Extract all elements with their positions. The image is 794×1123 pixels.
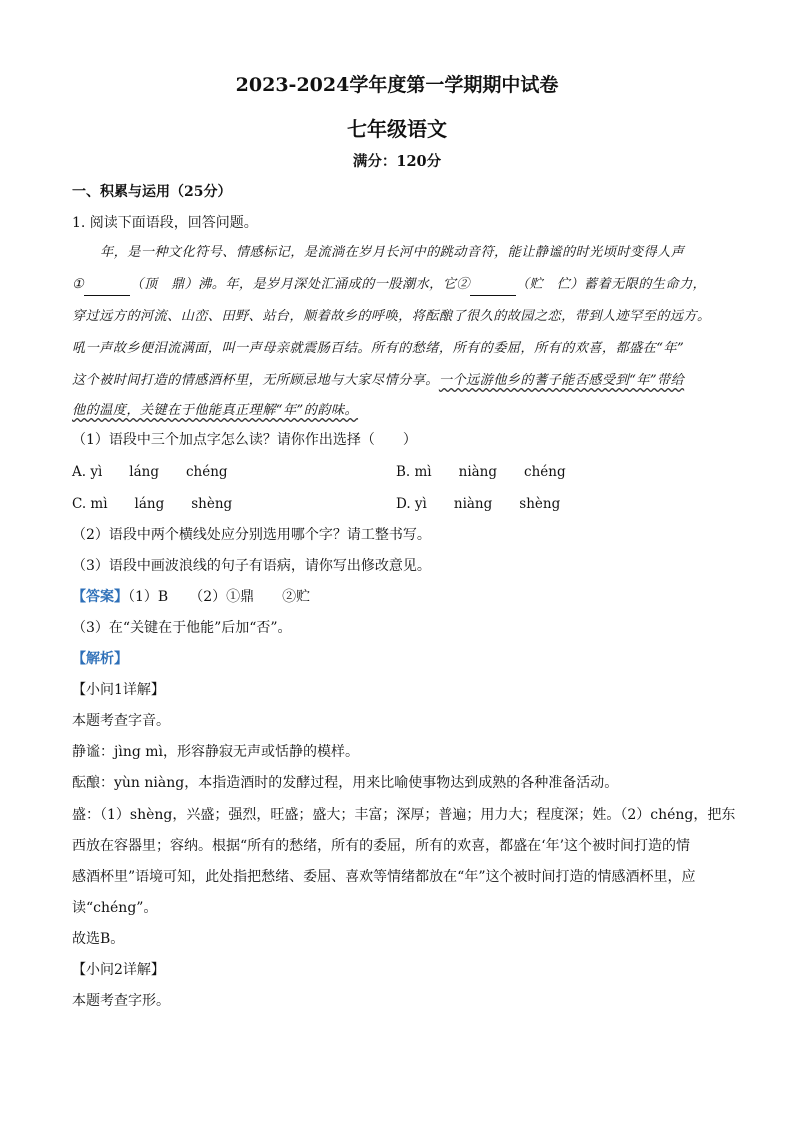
analysis-text-6: 感酒杯里”语境可知，此处指把愁绪、委屈、喜欢等情绪都放在“年”这个被时间打造的情感酒杯里，应 [72, 869, 696, 885]
exam-title: 2023-2024学年度第一学期期中试卷 [235, 74, 559, 96]
analysis-text-3: 酝酿：yùn niàng，本指造酒时的发酵过程，用来比喻使事物达到成熟的各种准备活动。 [72, 775, 619, 791]
wavy-sentence-end: 他的温度，关键在于他能真正理解“年”的韵味。 [72, 403, 359, 418]
answer-tag: 【答案】 [72, 589, 128, 605]
analysis-text-9: 本题考查字形。 [72, 993, 170, 1009]
section-heading: 一、积累与运用（25分） [72, 184, 232, 200]
option-b: B. mì niàng chéng [396, 464, 566, 480]
passage-line-2 [72, 275, 732, 296]
passage-line-3: 穿过远方的河流、山峦、田野、站台，顺着故乡的呼唤，将酝酿了很久的故园之恋，带到人迹罕至的远方。 [72, 309, 711, 324]
option-c: C. mì láng shèng [72, 496, 233, 512]
passage-line-2-end: （贮 伫）蓄着无限的生命力， [515, 277, 707, 292]
blank-1-marker: ① [72, 277, 85, 292]
analysis-text-5: 西放在容器里；容纳。根据“所有的愁绪，所有的委屈，所有的欢喜，都盛在‘年’这个被时间打造的情 [72, 838, 691, 854]
question-prompt: 1. 阅读下面语段，回答问题。 [72, 215, 258, 231]
analysis-text-4: 盛：（1）shèng，兴盛；强烈，旺盛；盛大；丰富；深厚；普遍；用力大；程度深；姓。（2）chéng，把东 [72, 807, 736, 823]
total-score: 满分：120分 [352, 153, 442, 170]
passage-line-2-mid: （顶 鼎）沸。年，是岁月深处汇涌成的一股潮水，它② [130, 277, 470, 292]
option-a: A. yì láng chéng [72, 464, 228, 480]
passage-line-6 [72, 401, 732, 421]
passage-line-1: 年，是一种文化符号、情感标记，是流淌在岁月长河中的跳动音符，能让静谧的时光顷时变得人声 [100, 245, 685, 260]
analysis-text-8: 故选B。 [72, 931, 125, 947]
blank-1 [84, 275, 130, 296]
analysis-tag: 【解析】 [72, 651, 128, 667]
sub-question-3: （3）语段中画波浪线的句子有语病，请你写出修改意见。 [72, 558, 431, 574]
sub-question-1: （1）语段中三个加点字怎么读？请你作出选择（ ） [72, 432, 417, 448]
sub-analysis-1-heading: 【小问1详解】 [72, 682, 165, 698]
wavy-sentence-start: 一个远游他乡的蓍子能否感受到“年”带给 [438, 373, 685, 388]
analysis-text-1: 本题考查字音。 [72, 713, 170, 729]
blank-2 [470, 275, 516, 296]
analysis-text-7: 读“chéng”。 [72, 900, 158, 916]
option-d: D. yì niàng shèng [396, 496, 561, 512]
answer-line-1 [72, 587, 310, 607]
sub-question-2: （2）语段中两个横线处应分别选用哪个字？请工整书写。 [72, 527, 431, 543]
answer-text-1: （1）B （2）①鼎 ②贮 [128, 589, 311, 605]
passage-line-5-start: 这个被时间打造的情感酒杯里，无所顾忌地与大家尽情分享。 [72, 373, 439, 388]
analysis-text-2: 静谧：jìng mì，形容静寂无声或恬静的模样。 [72, 744, 359, 760]
passage-line-5 [72, 371, 732, 391]
sub-analysis-2-heading: 【小问2详解】 [72, 962, 165, 978]
passage-line-4: 吼一声故乡便泪流满面，叫一声母亲就震肠百结。所有的愁绪，所有的委屈，所有的欢喜，都盛在“年” [72, 341, 685, 356]
subject-title: 七年级语文 [347, 117, 447, 141]
answer-line-2: （3）在“关键在于他能”后加“否”。 [72, 620, 292, 636]
